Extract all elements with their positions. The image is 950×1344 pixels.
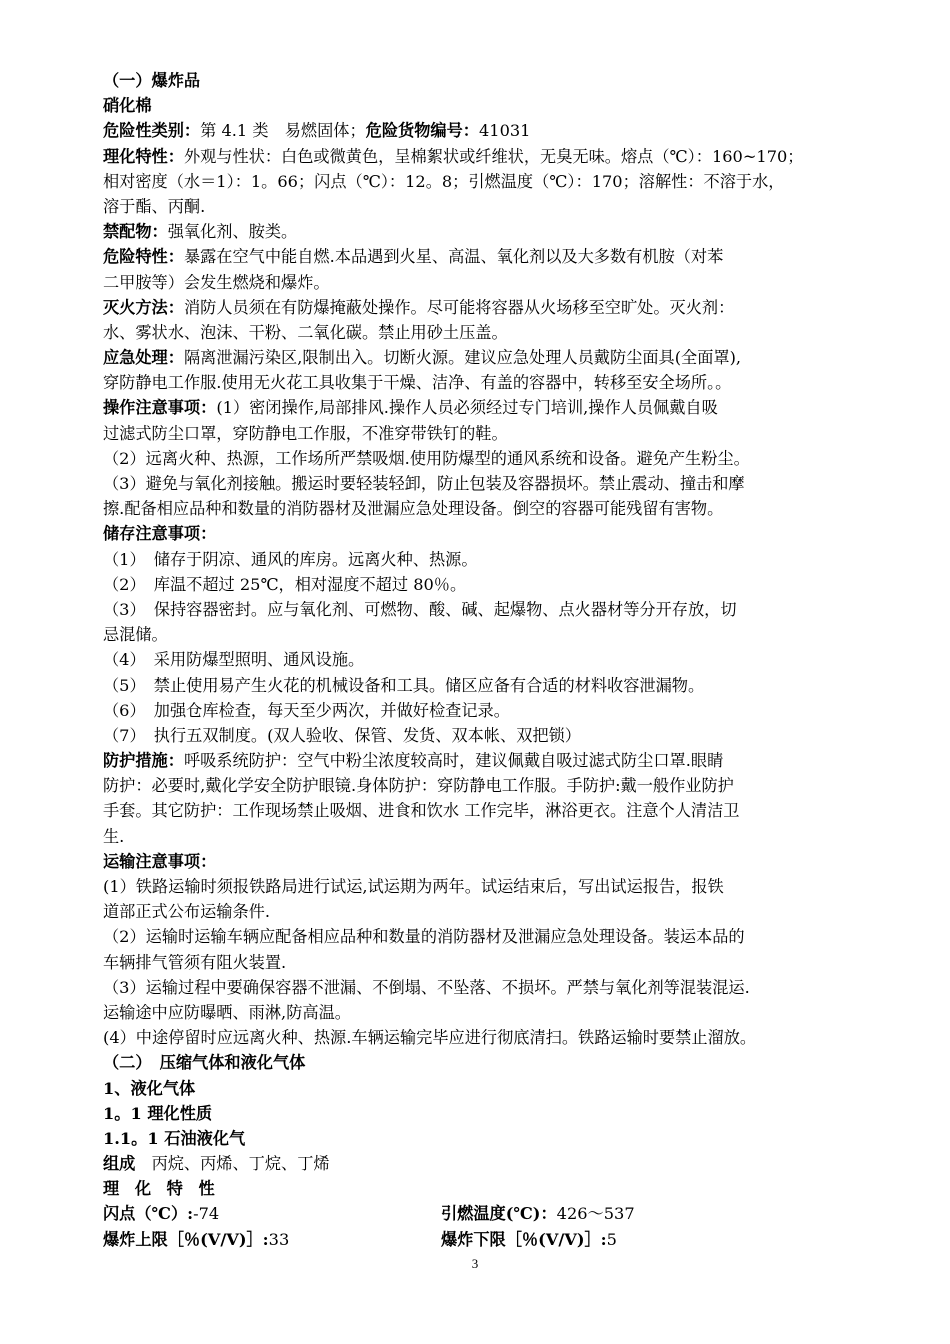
- operation-line-1: [103, 395, 863, 420]
- transport-line-6: 运输途中应防曝晒、雨淋,防高温。: [103, 1002, 351, 1022]
- storage-item-text: 执行五双制度。(双人验收、保管、发货、双本帐、双把锁）: [153, 725, 581, 745]
- storage-item: [103, 698, 863, 723]
- storage-item-text: 采用防爆型照明、通风设施。: [153, 650, 365, 670]
- storage-item-text: 库温不超过 25℃，相对湿度不超过 80％。: [153, 574, 467, 594]
- storage-item: [103, 597, 863, 622]
- flash-point-value: -74: [193, 1204, 220, 1224]
- fire-label: 灭火方法：: [103, 297, 184, 317]
- un-number-value: 41031: [478, 121, 531, 141]
- fire-text-1: 消防人员须在有防爆掩蔽处操作。尽可能将容器从火场移至空旷处。灭火剂：: [183, 297, 735, 317]
- section-heading-gases: （二） 压缩气体和液化气体: [103, 1053, 306, 1073]
- upper-limit-label: 爆炸上限［％(V/V)］:: [103, 1229, 269, 1249]
- storage-item-number: （5）: [103, 675, 138, 695]
- operation-line-2: 过滤式防尘口罩，穿防静电工作服，不准穿带铁钉的鞋。: [103, 423, 508, 443]
- un-number-label: 危险货物编号：: [365, 121, 479, 141]
- storage-item-number: （1）: [103, 549, 138, 569]
- physchem-label: 理化特性：: [103, 146, 184, 166]
- substance-name: 硝化棉: [103, 96, 152, 116]
- flash-ignition-row: [103, 1201, 863, 1226]
- composition-value: 丙烷、丙烯、丁烷、丁烯: [151, 1154, 330, 1174]
- transport-label: 运输注意事项：: [103, 851, 217, 871]
- document-page: [103, 68, 863, 1252]
- protection-line-4: 生.: [103, 826, 125, 846]
- storage-item: [103, 723, 863, 748]
- storage-item-number: （6）: [103, 700, 138, 720]
- ignition-temp-value: 426～537: [556, 1204, 635, 1224]
- fire-line-1: [103, 295, 863, 320]
- storage-item-text: 储存于阴凉、通风的库房。远离火种、热源。: [153, 549, 478, 569]
- flash-point-label: 闪点（℃）:: [103, 1204, 194, 1224]
- emergency-text-1: 隔离泄漏污染区,限制出入。切断火源。建议应急处理人员戴防尘面具(全面罩),: [183, 348, 742, 368]
- physchem-line-1: [103, 144, 863, 169]
- operation-line-4: （3）避免与氧化剂接触。搬运时要轻装轻卸，防止包装及容器损坏。禁止震动、撞击和摩: [103, 474, 745, 493]
- operation-line-3: （2）远离火种、热源，工作场所严禁吸烟.使用防爆型的通风系统和设备。避免产生粉尘。: [103, 448, 750, 468]
- composition-line: [103, 1151, 863, 1176]
- emergency-line-1: [103, 345, 863, 370]
- physchem-line-2: 相对密度（水＝1）：1。66；闪点（℃）：12。8；引燃温度（℃）：170；溶解性：不溶于水，: [103, 171, 785, 191]
- protection-text-1: 呼吸系统防护：空气中粉尘浓度较高时，建议佩戴自吸过滤式防尘口罩.眼睛: [183, 751, 724, 771]
- transport-line-1: (1）铁路运输时须报铁路局进行试运,试运期为两年。试运结束后，写出试运报告，报铁: [103, 877, 724, 896]
- category-value: 第 4.1 类 易燃固体；: [200, 121, 366, 141]
- section-heading-explosives: （一）爆炸品: [103, 71, 201, 90]
- fire-line-2: 水、雾状水、泡沫、干粉、二氧化碳。禁止用砂土压盖。: [103, 322, 508, 342]
- upper-limit-value: 33: [268, 1229, 290, 1249]
- hazard-text-1: 暴露在空气中能自燃.本品遇到火星、高温、氧化剂以及大多数有机胺（对苯: [183, 247, 724, 267]
- transport-line-4: 车辆排气管须有阻火装置.: [103, 952, 287, 972]
- storage-item-continued: 忌混储。: [103, 625, 168, 645]
- protection-line-1: [103, 748, 863, 773]
- category-label: 危险性类别：: [103, 121, 201, 141]
- transport-line-5: （3）运输过程中要确保容器不泄漏、不倒塌、不坠落、不损坏。严禁与氧化剂等混装混运.: [103, 977, 750, 997]
- composition-label: 组成: [103, 1154, 136, 1174]
- storage-item: [103, 673, 863, 698]
- operation-line-5: 擦.配备相应品种和数量的消防器材及泄漏应急处理设备。倒空的容器可能残留有害物。: [103, 499, 724, 519]
- storage-item-number: （2）: [103, 574, 138, 594]
- hazard-label: 危险特性：: [103, 247, 184, 267]
- incompatible-label: 禁配物：: [103, 222, 168, 242]
- transport-line-2: 道部正式公布运输条件.: [103, 902, 271, 922]
- storage-item-text: 禁止使用易产生火花的机械设备和工具。储区应备有合适的材料收容泄漏物。: [153, 675, 705, 695]
- hazard-category-line: [103, 118, 863, 143]
- transport-line-7: (4）中途停留时应远离火种、热源.车辆运输完毕应进行彻底清扫。铁路运输时要禁止溜放。: [103, 1028, 757, 1048]
- explosion-limits-row: [103, 1227, 863, 1252]
- operation-text-1: (1）密闭操作,局部排风.操作人员必须经过专门培训,操作人员佩戴自吸: [216, 398, 718, 418]
- emergency-label: 应急处理：: [103, 348, 184, 368]
- storage-item-text: 加强仓库检查，每天至少两次，并做好检查记录。: [153, 700, 510, 720]
- storage-item: [103, 572, 863, 597]
- storage-item: [103, 547, 863, 572]
- physchem-heading: 理 化 特 性: [103, 1179, 220, 1199]
- storage-label: 储存注意事项：: [103, 524, 217, 544]
- incompatible-value: 强氧化剂、胺类。: [167, 222, 298, 242]
- lower-limit-value: 5: [606, 1229, 617, 1249]
- subheading-physchem: 1。1 理化性质: [103, 1103, 213, 1123]
- storage-item-number: （3）: [103, 599, 138, 619]
- lower-limit-label: 爆炸下限［％(V/V)］:: [441, 1229, 607, 1249]
- operation-label: 操作注意事项：: [103, 398, 217, 418]
- hazard-line-1: [103, 244, 863, 269]
- ignition-temp-label: 引燃温度(℃)：: [441, 1204, 557, 1224]
- protection-line-2: 防护：必要时,戴化学安全防护眼镜.身体防护：穿防静电工作服。手防护:戴一般作业防护: [103, 776, 734, 796]
- protection-line-3: 手套。其它防护：工作现场禁止吸烟、进食和饮水 工作完毕，淋浴更衣。注意个人清洁卫: [103, 801, 740, 821]
- storage-item-text: 保持容器密封。应与氧化剂、可燃物、酸、碱、起爆物、点火器材等分开存放，切: [153, 599, 737, 619]
- emergency-line-2: 穿防静电工作服.使用无火花工具收集于干燥、洁净、有盖的容器中，转移至安全场所。。: [103, 373, 732, 393]
- physchem-line-3: 溶于酯、丙酮.: [103, 196, 206, 216]
- protection-label: 防护措施：: [103, 751, 184, 771]
- subheading-lpg: 1.1。1 石油液化气: [103, 1128, 246, 1148]
- storage-item-number: （7）: [103, 725, 138, 745]
- page-number: 3: [471, 1256, 479, 1271]
- hazard-line-2: 二甲胺等）会发生燃烧和爆炸。: [103, 272, 330, 292]
- storage-item: [103, 647, 863, 672]
- subheading-liquefied-gas: 1、液化气体: [103, 1078, 196, 1098]
- storage-item-number: （4）: [103, 650, 138, 670]
- physchem-text-1: 外观与性状：白色或微黄色，呈棉絮状或纤维状，无臭无味。熔点（℃）：160~170；: [183, 146, 804, 166]
- incompatible-line: [103, 219, 863, 244]
- transport-line-3: （2）运输时运输车辆应配备相应品种和数量的消防器材及泄漏应急处理设备。装运本品的: [103, 927, 745, 947]
